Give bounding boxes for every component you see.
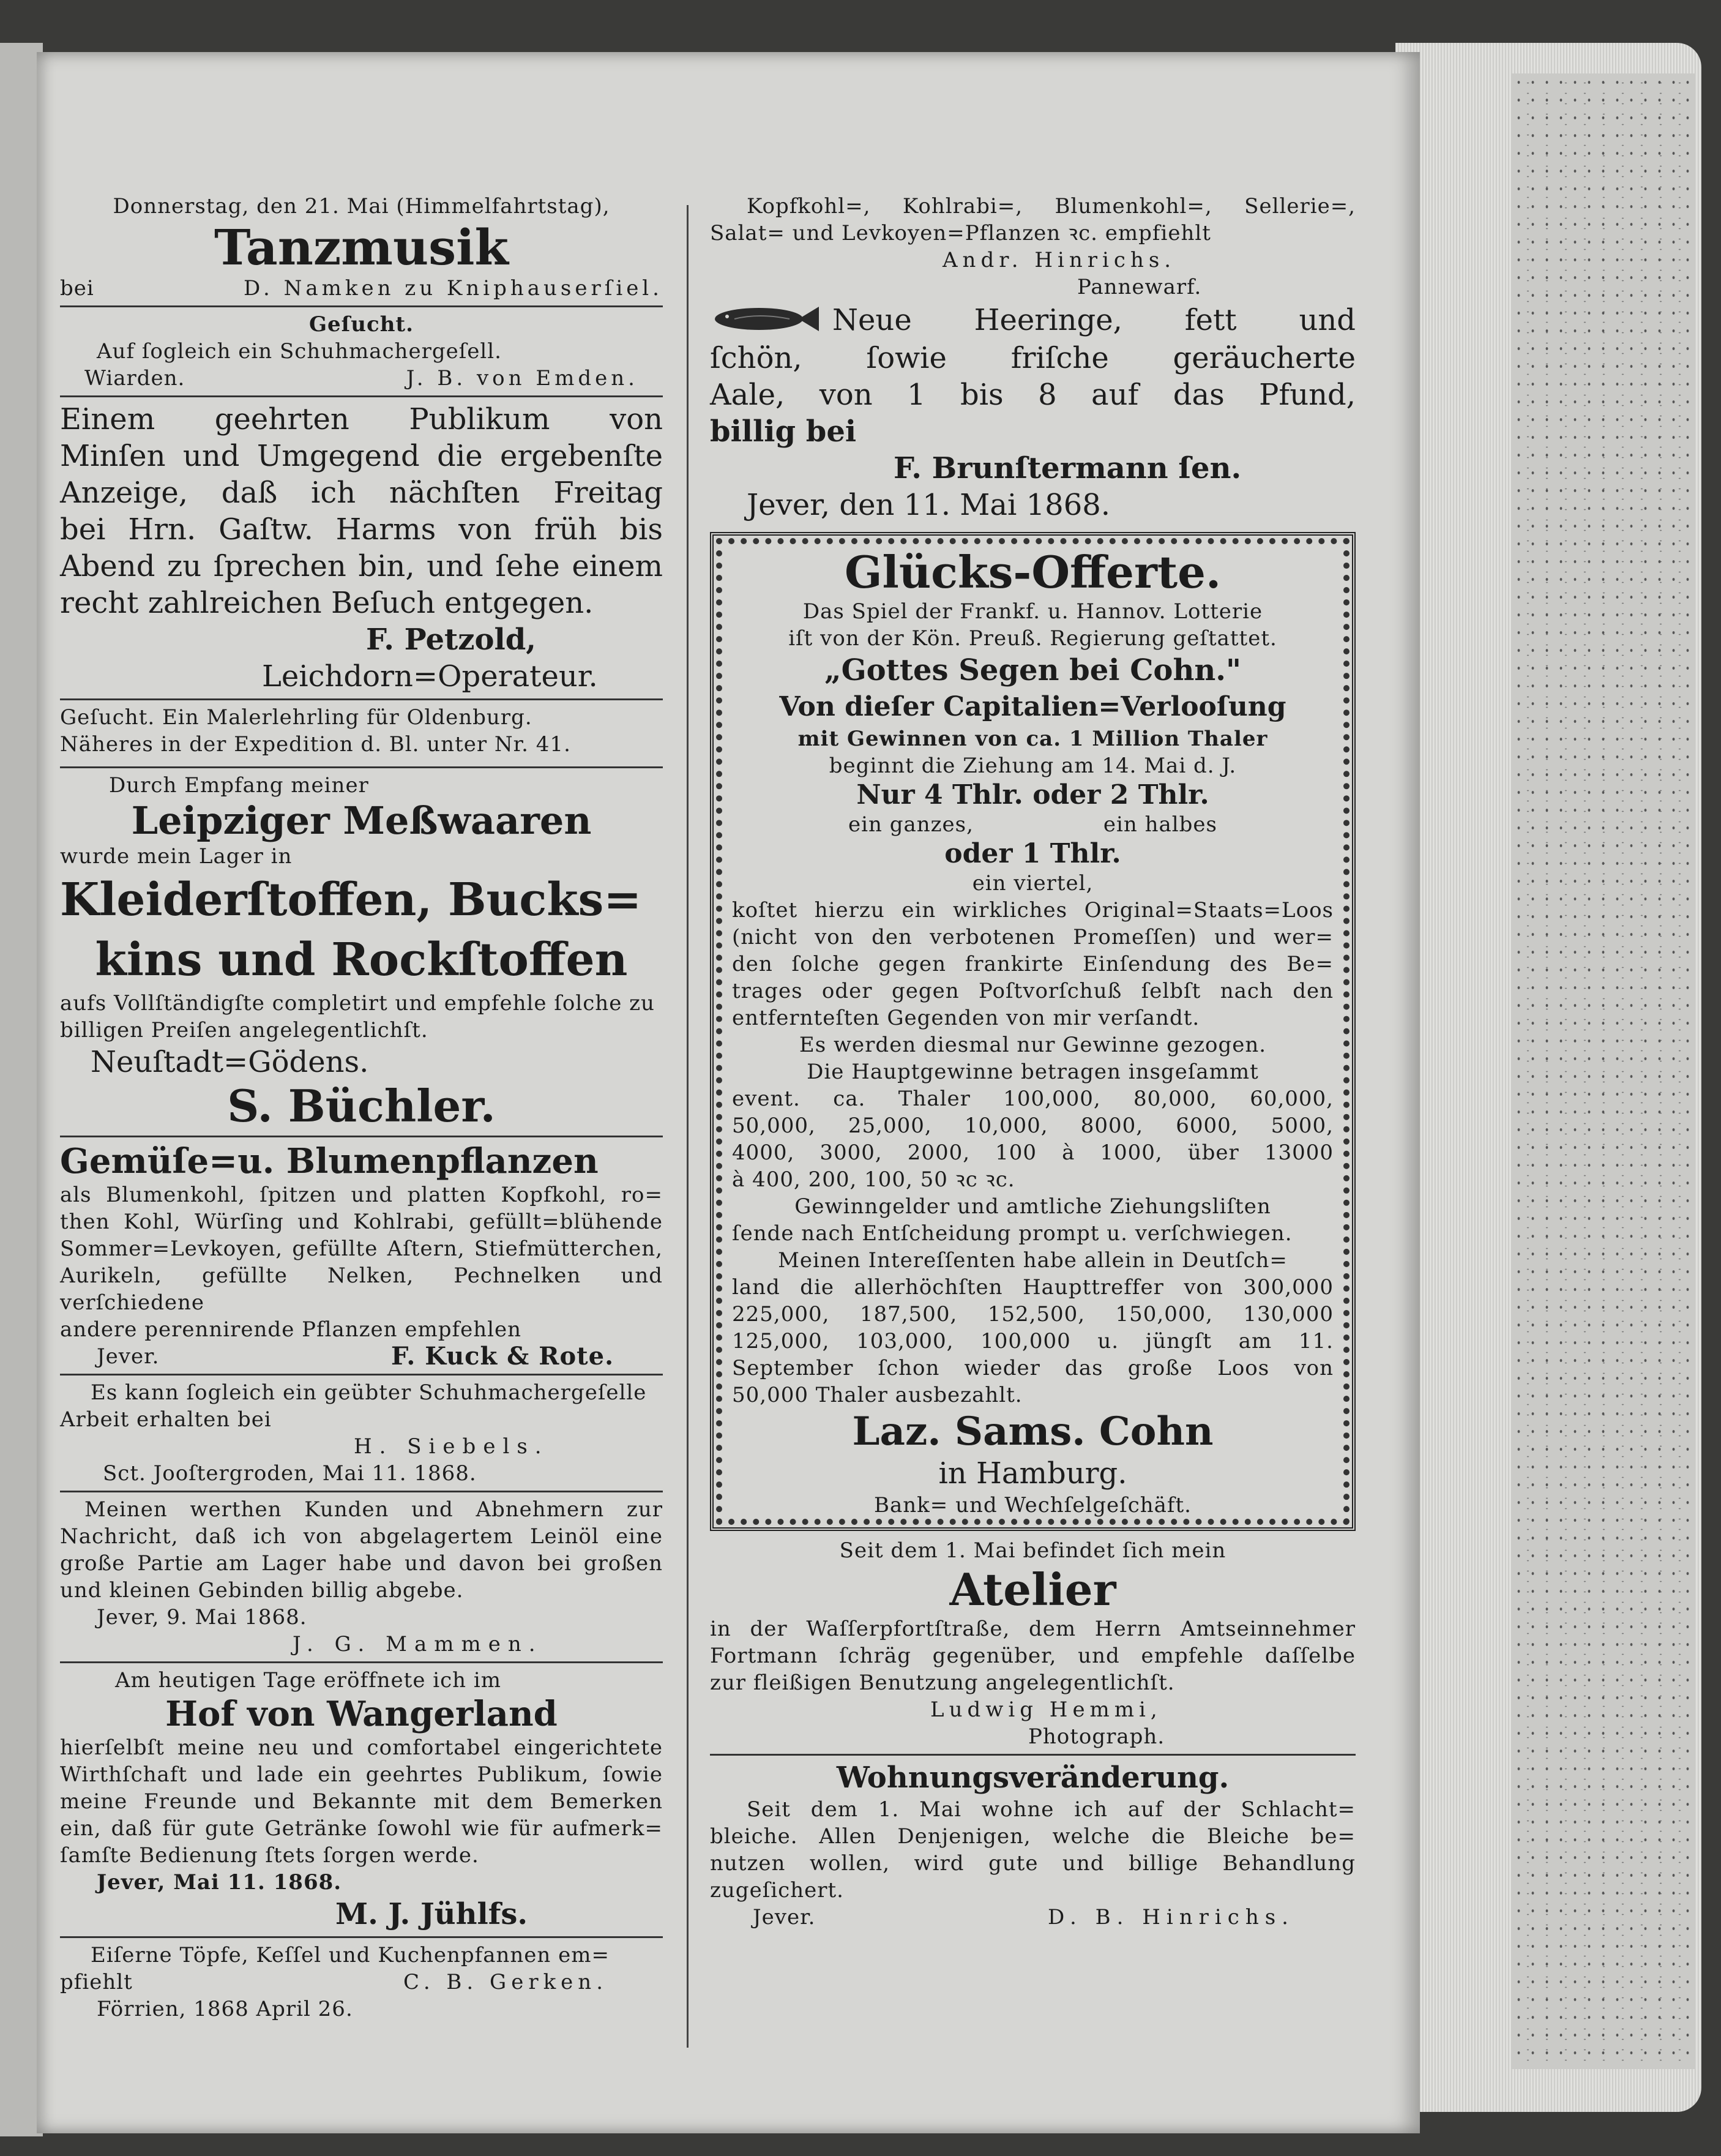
ad-text-line: ſende nach Entſcheidung prompt u. verſchwiegen. [732,1221,1293,1246]
ad-row [710,1904,1356,1931]
ad-text-line: Nachricht, daß ich von abgelagertem Leinöl eine [60,1524,663,1549]
ad-text-line: Salat= und Levkoyen=Pflanzen ꝛc. empfiehlt [710,221,1211,245]
ad-role: Bank= und Wechſelgeſchäft. [874,1493,1192,1518]
ad-headline: Hof von Wangerland [165,1694,558,1734]
ad-text-line: Näheres in der Expedition d. Bl. unter Nr. 41. [60,732,571,757]
ad-text-line: billig bei [710,414,857,449]
ad-place: Sct. Jooſtergroden, Mai 11. 1868. [103,1461,477,1486]
ad-text-line: Fortmann ſchräg gegenüber, und empfehle daſſelbe [710,1644,1356,1668]
ad-text-line: zur fleißigen Benutzung angelegentlichſt. [710,1671,1175,1695]
ad-text-line: 50,000 Thaler ausbezahlt. [732,1383,1023,1407]
ad-text: Donnerstag, den 21. Mai (Himmelfahrtstag), [113,194,610,219]
ad-separator [710,1754,1356,1756]
ad-text-line: Aurikeln, gefüllte Nelken, Pechnelken und verſchiedene [60,1263,663,1315]
ad-text-line: bleiche. Allen Denjenigen, welche die Bleiche be= [710,1824,1356,1849]
ad-signature: Laz. Sams. Cohn [852,1409,1214,1454]
ad-text-line: Abend zu ſprechen bin, und ſehe einem [60,549,663,583]
ad-text-line: ſchön, ſowie friſche geräucherte [710,341,1356,375]
ad-row [60,275,663,302]
ad-signature: J. B. von Emden. [406,366,638,391]
ad-price: Nur 4 Thlr. oder 2 Thlr. [856,779,1209,810]
ad-text: bei [60,276,94,301]
speckled-book-edge [1512,73,1695,2069]
ad-subheadline: „Gottes Segen bei Cohn." [824,653,1241,687]
ad-text-line: event. ca. Thaler 100,000, 80,000, 60,000, [732,1087,1334,1111]
ad-headline: Wohnungsveränderung. [836,1761,1230,1795]
ad-text-line: 225,000, 187,500, 152,500, 150,000, 130,000 [732,1302,1334,1327]
ad-signature: S. Büchler. [227,1080,496,1132]
ad-row [710,301,1356,340]
right-column [710,193,1356,1931]
ad-text-line: Kopfkohl=, Kohlrabi=, Blumenkohl=, Sellerie=, [747,194,1356,219]
ad-text: Durch Empfang meiner [109,773,369,798]
ad-text-line: Einem geehrten Publikum von [60,402,663,436]
ad-separator [60,1491,663,1492]
ad-headline: Leipziger Meßwaaren [131,798,592,843]
newspaper-page [37,52,1420,2133]
ad-text: Seit dem 1. Mai befindet ſich mein [839,1538,1226,1563]
ad-text-line: iſt von der Kön. Preuß. Regierung geſtattet. [788,626,1277,651]
ad-separator [60,305,663,307]
ad-text-line: September ſchon wieder das große Loos von [732,1356,1334,1380]
fish-icon [710,301,820,340]
ad-petzold [60,401,663,695]
ad-text-line: den ſolche gegen frankirte Einſendung des Be= [732,952,1334,976]
ad-text-line: Wirthſchaft und lade ein geehrtes Publikum, ſowie [60,1762,663,1787]
ad-signature: Andr. Hinrichs. [943,248,1176,272]
ad-separator [60,1374,663,1376]
ad-text-line: 50,000, 25,000, 10,000, 8000, 6000, 5000, [732,1114,1334,1138]
ad-heeringe [710,301,1356,523]
ad-text-line: aufs Vollſtändigſte completirt und empfehle ſolche zu [60,991,655,1016]
ad-text-line: Neue Heeringe, fett und [832,303,1356,337]
ad-text-line: then Kohl, Würſing und Kohlrabi, gefüllt=blühende [60,1210,663,1234]
ad-malerlehrling [60,704,663,758]
ad-signature: F. Petzold, [366,623,536,657]
ad-text-line: und kleinen Gebinden billig abgebe. [60,1578,464,1603]
ad-signature: Ludwig Hemmi, [930,1697,1162,1722]
ad-text-line: als Blumenkohl, ſpitzen und platten Kopfkohl, ro= [60,1183,663,1207]
ad-gluecks-offerte [710,532,1356,1531]
ad-tanzmusik [60,193,663,302]
ad-text-line: recht zahlreichen Beſuch entgegen. [60,586,594,620]
ad-place: Jever, 9. Mai 1868. [97,1605,307,1630]
ad-separator [60,698,663,700]
left-column [60,193,663,2023]
ad-place: Pannewarf. [1077,275,1202,299]
ad-text-line: große Partie am Lager habe und davon bei großen [60,1551,663,1576]
ad-text-line: à 400, 200, 100, 50 ꝛc ꝛc. [732,1167,1015,1192]
ad-signature: M. J. Jühlfs. [335,1897,528,1931]
ad-signature: J. G. Mammen. [293,1632,543,1656]
ad-text-line: entfernteſten Gegenden von mir verſandt. [732,1006,1200,1030]
ad-text-line: Eiſerne Töpfe, Keſſel und Kuchenpfannen em= [91,1943,610,1967]
ad-text-line: Seit dem 1. Mai wohne ich auf der Schlacht= [747,1797,1356,1822]
ad-text-line: koſtet hierzu ein wirkliches Original=Staats=Loos [732,898,1334,923]
ad-wohnungsveraenderung [710,1759,1356,1931]
ad-row [60,365,663,392]
ad-headline: Atelier [949,1563,1116,1615]
ad-row [732,811,1334,838]
ad-text-line: Gewinngelder und amtliche Ziehungsliſten [794,1194,1271,1219]
ad-text: ein halbes [1103,812,1217,837]
ad-atelier [710,1537,1356,1750]
ad-text-line: Es werden diesmal nur Gewinne gezogen. [799,1033,1267,1057]
ad-role: Leichdorn=Operateur. [262,659,598,694]
ad-signature: H. Siebels. [354,1434,549,1459]
ad-text-line: mit Gewinnen von ca. 1 Million Thaler [797,727,1268,751]
ad-text-line: trages oder gegen Poſtvorſchuß ſelbſt nach den [732,979,1334,1003]
ad-text-line: Das Spiel der Frankf. u. Hannov. Lotterie [802,599,1263,624]
column-divider [687,205,689,2048]
ad-row [60,1343,663,1370]
ad-place: in Hamburg. [938,1456,1127,1491]
ad-text-line: 4000, 3000, 2000, 100 à 1000, über 13000 [732,1140,1334,1165]
ad-headline: Glücks-Offerte. [844,546,1222,598]
ad-separator [60,766,663,768]
ad-place: Jever. [97,1344,160,1369]
ad-separator [60,1661,663,1663]
ad-role: Photograph. [1028,1724,1165,1749]
ad-text-line: Anzeige, daß ich nächſten Freitag [60,476,663,510]
ad-separator [60,1136,663,1137]
ad-signature: D. B. Hinrichs. [1047,1905,1294,1930]
ad-text-line: meine Freunde und Bekannte mit dem Bemerken [60,1789,663,1814]
ad-text-line: Die Hauptgewinne betragen insgeſammt [807,1060,1259,1084]
ad-text-line: hierſelbſt meine neu und comfortabel eingerichtete [60,1735,663,1760]
ad-hinrichs-pflanzen [710,193,1356,301]
ad-headline: Geſucht. [309,312,414,337]
ad-text-line: ein, daß für gute Getränke ſowohl wie für aufmerk= [60,1816,663,1841]
ad-text-line: Meinen Intereſſenten habe allein in Deutſch= [778,1248,1288,1273]
ad-text: ein viertel, [972,871,1094,896]
ad-headline: Tanzmusik [214,219,509,276]
ad-price: oder 1 Thlr. [944,838,1121,869]
ad-text-line: bei Hrn. Gaſtw. Harms von früh bis [60,512,663,547]
ad-subheadline: Von dieſer Capitalien=Verlooſung [779,691,1286,722]
ad-text: Am heutigen Tage eröffnete ich im [115,1668,502,1693]
ad-text-line: in der Waſſerpfortſtraße, dem Herrn Amtseinnehmer [710,1617,1356,1641]
ad-text-line: (nicht von den verbotenen Promeſſen) und wer= [732,925,1334,949]
ad-headline-big: Kleiderſtoffen, Bucks= [60,874,642,926]
ad-gesucht-schuhmacher [60,311,663,392]
ad-mammen [60,1496,663,1658]
ad-text-line: Aale, von 1 bis 8 auf das Pfund, [710,378,1356,412]
ad-headline-big: kins und Rockſtoffen [95,934,628,986]
ad-buechler [60,772,663,1132]
ad-place: Jever, den 11. Mai 1868. [747,488,1111,522]
ad-text-line: Minſen und Umgegend die ergebenſte [60,439,663,473]
ad-text-line: Es kann ſogleich ein geübter Schuhmachergeſelle [91,1380,647,1405]
ad-text: wurde mein Lager in [60,844,293,869]
ad-text-line: Arbeit erhalten bei [60,1407,272,1432]
ad-separator [60,1936,663,1938]
ad-text-line: billigen Preiſen angelegentlichſt. [60,1018,428,1042]
ad-headline: Gemüſe=u. Blumenpflanzen [60,1141,599,1181]
ad-juehlfs [60,1667,663,1933]
ad-text: ein ganzes, [848,812,974,837]
ad-text-line: Sommer=Levkoyen, gefüllte Aſtern, Stiefmütterchen, [60,1237,663,1261]
ad-text-line: 125,000, 103,000, 100,000 u. jüngſt am 11. [732,1329,1334,1353]
ad-text-line: nutzen wollen, wird gute und billige Behandlung [710,1851,1356,1876]
ad-text: Auf ſogleich ein Schuhmachergeſell. [97,339,502,364]
ad-text-line: Meinen werthen Kunden und Abnehmern zur [84,1497,663,1522]
ad-gemuese [60,1141,663,1370]
ad-signature: F. Kuck & Rote. [390,1342,614,1371]
ad-text-line: land die allerhöchſten Haupttreffer von 300,000 [732,1275,1334,1300]
ad-place: Jever. [753,1905,816,1930]
ad-text-line: ſamſte Bedienung ſtets ſorgen werde. [60,1843,479,1868]
ad-signature: D. Namken zu Kniphauserſiel. [243,276,663,301]
ad-place: Neuſtadt=Gödens. [91,1045,369,1079]
ad-siebels [60,1379,663,1487]
ad-text-line: beginnt die Ziehung am 14. Mai d. J. [829,754,1237,778]
ad-place: Förrien, 1868 April 26. [97,1997,353,2021]
ad-text-line: Geſucht. Ein Malerlehrling für Oldenburg. [60,705,532,730]
ad-text-line: andere perennirende Pflanzen empfehlen [60,1317,521,1342]
ad-place: Wiarden. [84,366,185,391]
ad-text: pfiehlt [60,1970,133,1994]
ad-separator [60,395,663,397]
ad-place: Jever, Mai 11. 1868. [97,1870,342,1895]
ad-row [60,1969,663,1996]
ad-signature: C. B. Gerken. [403,1970,608,1994]
ad-text-line: zugeſichert. [710,1878,844,1903]
ad-gerken [60,1942,663,2023]
ad-signature: F. Brunſtermann ſen. [894,451,1242,485]
